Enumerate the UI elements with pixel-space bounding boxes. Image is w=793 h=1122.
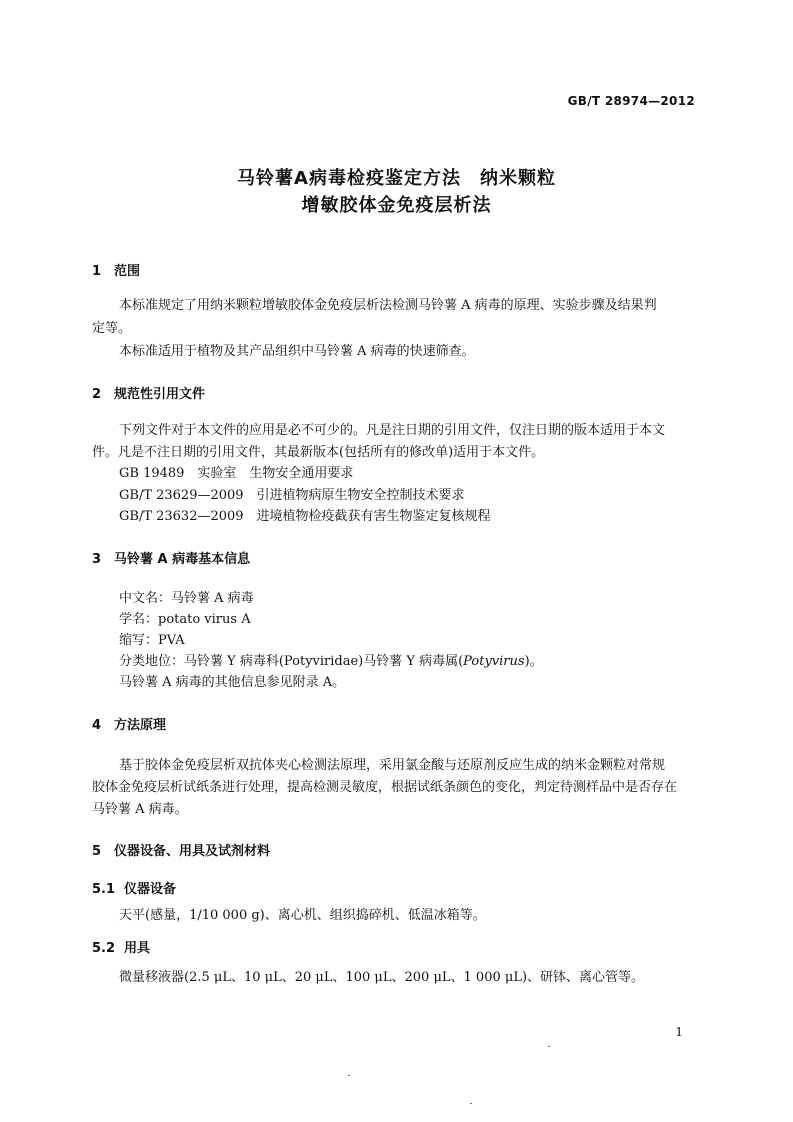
section-title: 仪器设备 — [124, 882, 177, 897]
section-number: 5 — [92, 844, 102, 859]
section-2-heading — [92, 383, 205, 402]
reference-item: GB/T 23629—2009 引进植物病原生物安全控制技术要求 — [119, 488, 465, 503]
taxon-prefix: 分类地位：马铃薯 Y 病毒科(Potyviridae)马铃薯 Y 病毒属( — [119, 654, 464, 669]
scan-speck — [470, 1103, 472, 1104]
section-number: 2 — [92, 387, 102, 402]
section-3-heading — [92, 548, 250, 567]
info-line: 中文名：马铃薯 A 病毒 — [119, 591, 254, 606]
paragraph-line: 定等。 — [92, 321, 132, 336]
scan-speck — [348, 1075, 350, 1076]
section-5-2-heading — [92, 937, 150, 956]
section-title: 仪器设备、用具及试剂材料 — [114, 844, 271, 859]
paragraph-line: 件。凡是不注日期的引用文件，其最新版本(包括所有的修改单)适用于本文件。 — [92, 445, 545, 460]
document-title-line-1: 马铃薯A病毒检疫鉴定方法 纳米颗粒 — [237, 168, 556, 189]
reference-item: GB/T 23632—2009 进境植物检疫截获有害生物鉴定复核规程 — [119, 509, 491, 524]
section-number: 3 — [92, 552, 102, 567]
section-number: 5.2 — [92, 941, 116, 956]
section-title: 马铃薯 A 病毒基本信息 — [114, 552, 251, 567]
paragraph-line: 马铃薯 A 病毒。 — [92, 802, 188, 817]
section-title: 规范性引用文件 — [114, 387, 206, 402]
paragraph-line: 下列文件对于本文件的应用是必不可少的。凡是注日期的引用文件，仅注日期的版本适用于本文 — [119, 423, 666, 438]
section-5-1-heading — [92, 878, 176, 897]
info-line: 学名：potato virus A — [119, 612, 251, 627]
paragraph-line: 微量移液器(2.5 μL、10 μL、20 μL、100 μL、200 μL、1 000 μL)、研钵、离心管等。 — [119, 970, 645, 985]
section-title: 用具 — [124, 941, 151, 956]
section-number: 1 — [92, 264, 102, 279]
reference-item: GB 19489 实验室 生物安全通用要求 — [119, 466, 354, 481]
section-4-heading — [92, 714, 166, 733]
paragraph-line: 本标准适用于植物及其产品组织中马铃薯 A 病毒的快速筛查。 — [119, 344, 475, 359]
document-title-line-2: 增敏胶体金免疫层析法 — [301, 195, 492, 216]
paragraph-line: 天平(感量，1/10 000 g)、离心机、组织捣碎机、低温冰箱等。 — [119, 908, 486, 923]
paragraph-line: 胶体金免疫层析试纸条进行处理，提高检测灵敏度，根据试纸条颜色的变化，判定待测样品中是否存在 — [92, 780, 678, 795]
section-number: 4 — [92, 718, 102, 733]
paragraph-line: 本标准规定了用纳米颗粒增敏胶体金免疫层析法检测马铃薯 A 病毒的原理、实验步骤及结果判 — [119, 298, 657, 313]
scan-speck — [548, 1046, 550, 1047]
section-title: 范围 — [114, 264, 141, 279]
taxon-genus-italic: Potyvirus — [463, 654, 525, 669]
info-line — [119, 651, 710, 672]
section-1-heading — [92, 260, 140, 279]
paragraph-line: 基于胶体金免疫层析双抗体夹心检测法原理，采用氯金酸与还原剂反应生成的纳米金颗粒对常规 — [119, 758, 666, 773]
standard-code: GB/T 28974—2012 — [567, 94, 695, 108]
page-number: 1 — [675, 1025, 683, 1039]
section-5-heading — [92, 840, 270, 859]
section-title: 方法原理 — [114, 718, 167, 733]
info-line: 马铃薯 A 病毒的其他信息参见附录 A。 — [119, 675, 346, 690]
info-line: 缩写：PVA — [119, 633, 185, 648]
section-number: 5.1 — [92, 882, 116, 897]
taxon-suffix: )。 — [524, 654, 543, 669]
